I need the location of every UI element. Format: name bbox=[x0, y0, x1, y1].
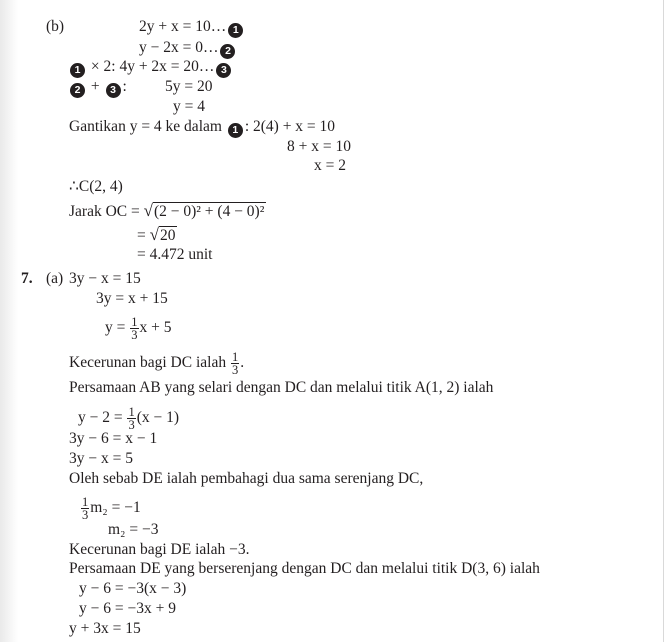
equation-1: 2y + x = 10… 1 bbox=[139, 18, 245, 38]
distance-result: = 4.472 unit bbox=[137, 246, 213, 263]
de-equation-1: y − 6 = −3(x − 3) bbox=[79, 580, 187, 597]
point-c: ∴C(2, 4) bbox=[69, 178, 123, 195]
substitution-step-2: 8 + x = 10 bbox=[287, 138, 351, 155]
de-equation-2: y − 6 = −3x + 9 bbox=[79, 600, 176, 617]
gradient-dc: Kecerunan bagi DC ialah $\frac{1}{3}$ . bbox=[69, 350, 245, 377]
page-edge-shadow bbox=[0, 0, 18, 642]
distance-sqrt20: = √20 bbox=[137, 225, 176, 244]
part-b-label: (b) bbox=[46, 18, 65, 35]
de-statement: Persamaan DE yang berserenjang dengan DC dan melalui titik D(3, 6) ialah bbox=[69, 560, 540, 577]
ab-equation-2: 3y − 6 = x − 1 bbox=[69, 430, 158, 447]
marker-1-icon: 1 bbox=[70, 63, 85, 78]
sum-equation: 5y = 20 bbox=[165, 78, 213, 95]
substitution-line: Gantikan y = 4 ke dalam 1 : 2(4) + x = 10 bbox=[69, 118, 336, 136]
marker-1-icon: 1 bbox=[228, 123, 243, 138]
step-multiply: 1 × 2: 4y + 2x = 20… 3 bbox=[68, 58, 233, 78]
part-a-label: (a) bbox=[46, 270, 64, 287]
q7-line-2: 3y = x + 15 bbox=[96, 290, 168, 307]
q7-line-3: y = $\frac{1}{3}$ x + 5 bbox=[105, 315, 172, 342]
step-add: 2 + 3 : bbox=[68, 78, 127, 98]
m2-equation-1: $\frac{1}{3}$ m₂ = −1 bbox=[82, 495, 141, 522]
distance-radicand: (2 − 0)² + (4 − 0)² bbox=[153, 203, 265, 220]
equation-2: y − 2x = 0… 2 bbox=[139, 39, 237, 59]
q7-line-1: 3y − x = 15 bbox=[69, 270, 141, 287]
marker-2-icon: 2 bbox=[70, 83, 85, 98]
y-result: y = 4 bbox=[173, 98, 205, 115]
ab-statement: Persamaan AB yang selari dengan DC dan melalui titik A(1, 2) ialah bbox=[69, 379, 494, 396]
marker-3-icon: 3 bbox=[106, 83, 121, 98]
marker-2-icon: 2 bbox=[220, 44, 235, 59]
x-result: x = 2 bbox=[314, 157, 346, 174]
marker-1-icon: 1 bbox=[228, 23, 243, 38]
marker-3-icon: 3 bbox=[216, 63, 231, 78]
ab-equation-1: y − 2 = $\frac{1}{3}$ (x − 1) bbox=[78, 405, 180, 432]
gradient-de: Kecerunan bagi DE ialah −3. bbox=[69, 541, 250, 558]
question-number: 7. bbox=[21, 270, 33, 287]
bisector-statement: Oleh sebab DE ialah pembahagi dua sama serenjang DC, bbox=[69, 470, 424, 487]
ab-equation-3: 3y − x = 5 bbox=[69, 450, 133, 467]
distance-oc: Jarak OC = √(2 − 0)² + (4 − 0)² bbox=[69, 201, 265, 220]
de-equation-3: y + 3x = 15 bbox=[69, 620, 141, 637]
m2-equation-2: m₂ = −3 bbox=[108, 521, 159, 538]
